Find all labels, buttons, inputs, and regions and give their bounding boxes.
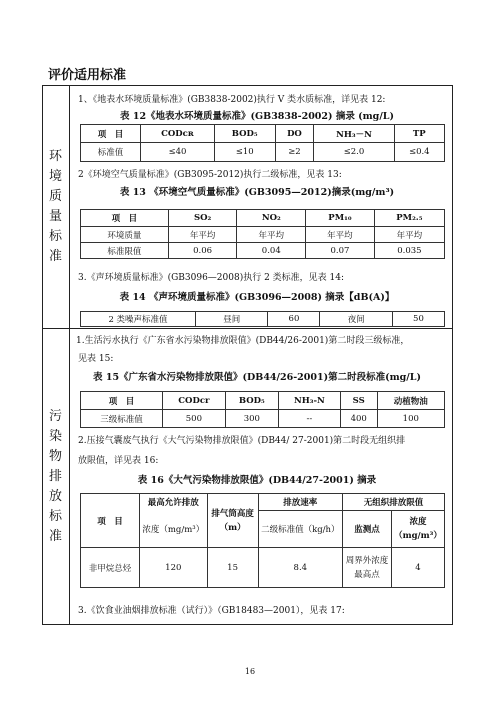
table16-header: 排气筒高度（m）	[207, 494, 258, 548]
side-char: 量	[48, 208, 62, 224]
table14-cell: 昼间	[196, 312, 268, 327]
table16-header: 无组织排放限值	[343, 494, 445, 511]
paragraph-wastewater-line2: 见表 15:	[78, 354, 114, 364]
table16-header: 浓度（mg/m³）	[392, 511, 445, 548]
paragraph-exhaust-line1: 2.压接气囊废气执行《大气污染物排放限值》(DB44/ 27-2001)第二时段无组织排	[78, 436, 406, 446]
table12	[80, 124, 445, 162]
table12-cell: ≤10	[214, 143, 275, 162]
table13-header: NO₂	[237, 210, 306, 227]
table15-header: 动植物油	[377, 392, 444, 410]
table15-cell: 500	[163, 410, 226, 428]
table16-cell: 15	[207, 548, 258, 588]
side-char: 环	[48, 148, 62, 164]
table16-cell: 4	[392, 548, 445, 588]
side-char: 标	[48, 228, 62, 244]
table16-cell: 周界外浓度最高点	[343, 548, 392, 588]
table14-cell: 夜间	[320, 312, 392, 327]
table12-header: BOD₅	[214, 125, 275, 143]
table12-header: TP	[394, 125, 444, 143]
table13-header: SO₂	[168, 210, 237, 227]
table14	[80, 311, 445, 327]
table13-cell: 0.07	[306, 243, 375, 259]
table13-cell: 0.035	[374, 243, 444, 259]
table16-header: 排放速率	[258, 494, 342, 511]
table13-header: PM₁₀	[306, 210, 375, 227]
table16-header: 二级标准值（kg/h）	[258, 511, 342, 548]
table15-header: NH₃-N	[278, 392, 340, 410]
side-char: 境	[48, 168, 62, 184]
table15-header: SS	[340, 392, 377, 410]
table13-cell: 0.04	[237, 243, 306, 259]
table16-caption: 表 16《大气污染物排放限值》(DB44/27-2001) 摘录	[137, 475, 377, 486]
table15	[80, 391, 445, 428]
page-heading: 评价适用标准	[48, 68, 127, 83]
paragraph-exhaust-line2: 放限值，详见表 16:	[78, 456, 159, 466]
side-char: 质	[48, 188, 62, 204]
side-char: 物	[48, 448, 62, 464]
table13-header: 项 目	[81, 210, 169, 227]
table14-caption: 表 14 《声环境质量标准》(GB3096—2008) 摘录【dB(A)】	[119, 292, 395, 303]
table16-header: 浓度（mg/m³）	[140, 511, 208, 548]
table12-cell: ≤2.0	[314, 143, 394, 162]
table15-cell: --	[278, 410, 340, 428]
side-char: 准	[48, 248, 62, 264]
table15-header: 项 目	[81, 392, 163, 410]
table12-caption: 表 12《地表水环境质量标准》(GB3838-2002) 摘录 (mg/L)	[120, 111, 394, 122]
side-char: 排	[48, 468, 62, 484]
table13-cell: 年平均	[168, 227, 237, 243]
table15-cell: 300	[225, 410, 278, 428]
side-char: 污	[48, 408, 62, 424]
table13-cell: 年平均	[306, 227, 375, 243]
table15-cell: 400	[340, 410, 377, 428]
table13-cell: 环境质量	[81, 227, 169, 243]
table13-cell: 年平均	[374, 227, 444, 243]
table16-header: 最高允许排放	[140, 494, 208, 511]
paragraph-cooking-fume: 3.《饮食业油烟排放标准（试行）》（GB18483—2001），见表 17:	[78, 606, 345, 616]
table15-cell: 100	[377, 410, 444, 428]
paragraph-ambient-air: 2《环境空气质量标准》(GB3095-2012)执行二级标准，见表 13:	[78, 170, 342, 180]
table16-cell: 120	[140, 548, 208, 588]
table12-cell: 标准值	[81, 143, 141, 162]
table14-cell: 50	[392, 312, 444, 327]
table12-cell: ≤0.4	[394, 143, 444, 162]
side-char: 标	[48, 508, 62, 524]
side-char: 染	[48, 428, 62, 444]
side-column-divider	[69, 85, 70, 625]
table15-header: CODcr	[163, 392, 226, 410]
table15-caption: 表 15《广东省水污染物排放限值》(DB44/26-2001)第二时段标准(mg/L)	[93, 372, 421, 383]
table14-cell: 2 类噪声标准值	[81, 312, 196, 327]
table13	[80, 209, 445, 259]
paragraph-acoustic: 3.《声环境质量标准》(GB3096—2008)执行 2 类标准，见表 14:	[78, 273, 345, 283]
table12-cell: ≥2	[275, 143, 314, 162]
table13-cell: 年平均	[237, 227, 306, 243]
paragraph-wastewater-line1: 1.生活污水执行《广东省水污染物排放限值》(DB44/26-2001)第二时段三级标准，	[76, 336, 410, 346]
table13-header: PM₂.₅	[374, 210, 444, 227]
table15-cell: 三级标准值	[81, 410, 163, 428]
table16	[80, 493, 445, 588]
table16-cell: 非甲烷总烃	[81, 548, 140, 588]
paragraph-surface-water: 1、《地表水环境质量标准》(GB3838-2002)执行 V 类水质标准，详见表 12:	[78, 95, 386, 105]
table16-header: 项 目	[81, 494, 140, 548]
table16-cell: 8.4	[258, 548, 342, 588]
table13-cell: 0.06	[168, 243, 237, 259]
table13-caption: 表 13 《环境空气质量标准》(GB3095—2012)摘录(mg/m³)	[119, 187, 395, 198]
side-char: 放	[48, 488, 62, 504]
table13-cell: 标准限值	[81, 243, 169, 259]
side-char: 准	[48, 528, 62, 544]
page-number: 16	[244, 667, 256, 676]
table16-header: 监测点	[343, 511, 392, 548]
table12-header: 项 目	[81, 125, 141, 143]
table14-cell: 60	[268, 312, 320, 327]
table12-header: DO	[275, 125, 314, 143]
table12-header: NH₃－N	[314, 125, 394, 143]
table12-cell: ≤40	[140, 143, 214, 162]
table15-header: BOD₅	[225, 392, 278, 410]
section-divider	[42, 328, 453, 329]
table12-header: CODᴄʀ	[140, 125, 214, 143]
